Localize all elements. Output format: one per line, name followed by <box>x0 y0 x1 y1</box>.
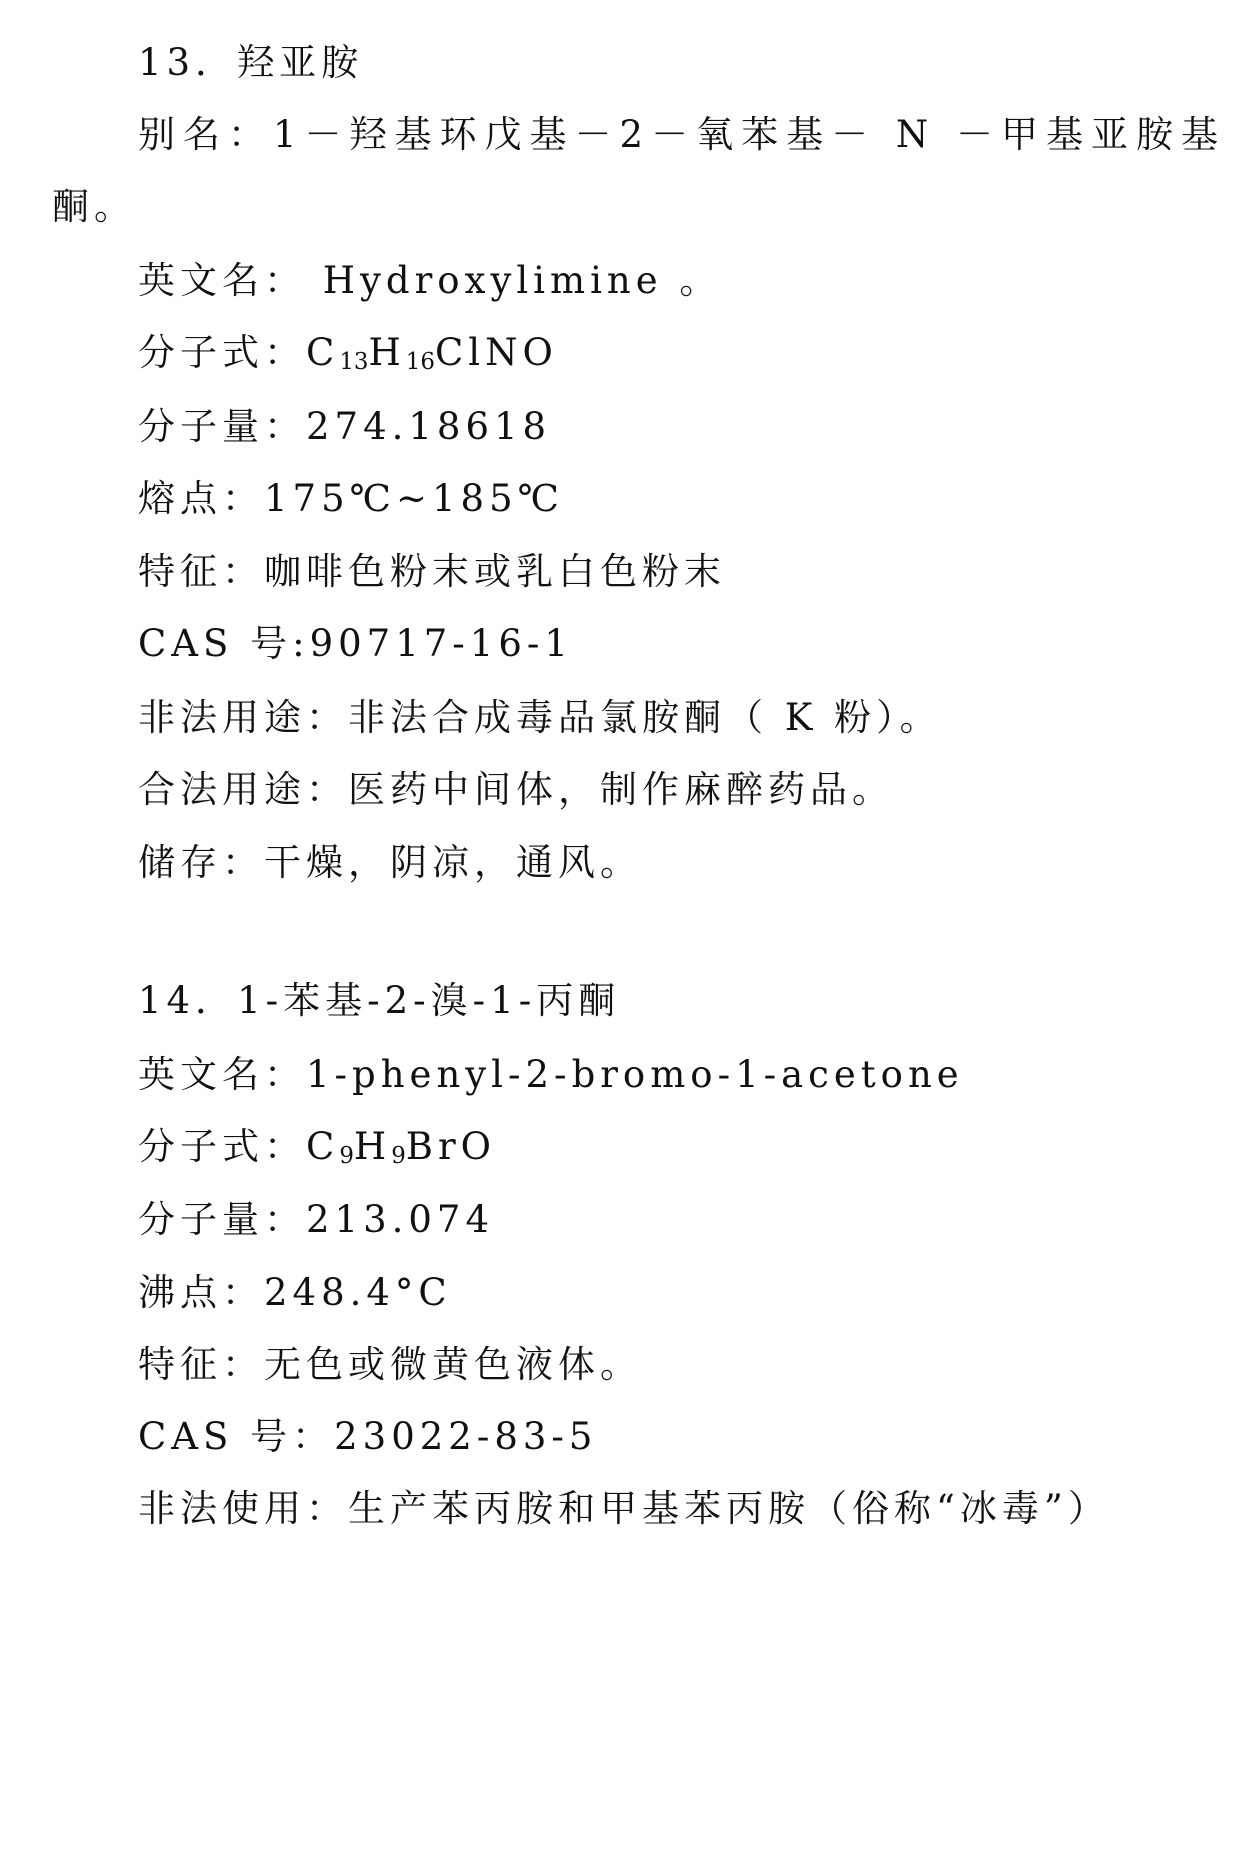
entry-13-molecular-weight: 分子量：274.18618 <box>138 405 552 448</box>
entry-13-legal-use: 合法用途：医药中间体，制作麻醉药品。 <box>138 768 894 811</box>
formula-rest: ClNO <box>434 331 558 374</box>
formula-label: 分子式： <box>138 1125 306 1168</box>
entry-13-melting-point: 熔点：175℃~185℃ <box>138 477 565 520</box>
entry-14-boiling-point: 沸点：248.4°C <box>138 1271 452 1314</box>
formula-c-count: 13 <box>339 349 369 376</box>
entry-13-alias: 别名：1－羟基环戊基－2－氧苯基－ N －甲基亚胺基 <box>138 113 1226 156</box>
entry-14-illegal-use: 非法使用：生产苯丙胺和甲基苯丙胺（俗称“冰毒”） <box>138 1487 1110 1530</box>
formula-rest: BrO <box>405 1125 496 1168</box>
entry-14-formula <box>138 1124 496 1179</box>
formula-c: C <box>306 1125 340 1168</box>
entry-13-storage: 储存：干燥，阴凉，通风。 <box>138 841 642 884</box>
entry-13-alias-continued: 酮。 <box>52 185 136 228</box>
formula-h: H <box>353 1125 392 1168</box>
formula-c: C <box>306 331 340 374</box>
entry-14-molecular-weight: 分子量：213.074 <box>138 1198 495 1241</box>
entry-13-illegal-use: 非法用途：非法合成毒品氯胺酮（ K 粉）。 <box>138 696 942 739</box>
entry-14-heading: 14．1-苯基-2-溴-1-丙酮 <box>138 979 621 1022</box>
entry-13-formula <box>138 330 558 385</box>
entry-13-heading: 13．羟亚胺 <box>138 41 364 84</box>
entry-14-cas: CAS 号：23022-83-5 <box>138 1415 598 1458</box>
entry-13-cas: CAS 号:90717-16-1 <box>138 622 573 665</box>
formula-h: H <box>368 331 406 374</box>
formula-c-count: 9 <box>339 1143 354 1170</box>
entry-13-english-name: 英文名： Hydroxylimine 。 <box>138 259 722 302</box>
entry-14-english-name: 英文名：1-phenyl-2-bromo-1-acetone <box>138 1053 964 1096</box>
formula-h-count: 16 <box>405 349 435 376</box>
entry-14-feature: 特征：无色或微黄色液体。 <box>138 1343 642 1386</box>
entry-13-feature: 特征：咖啡色粉末或乳白色粉末 <box>138 550 726 593</box>
formula-h-count: 9 <box>391 1143 406 1170</box>
formula-label: 分子式： <box>138 331 306 374</box>
